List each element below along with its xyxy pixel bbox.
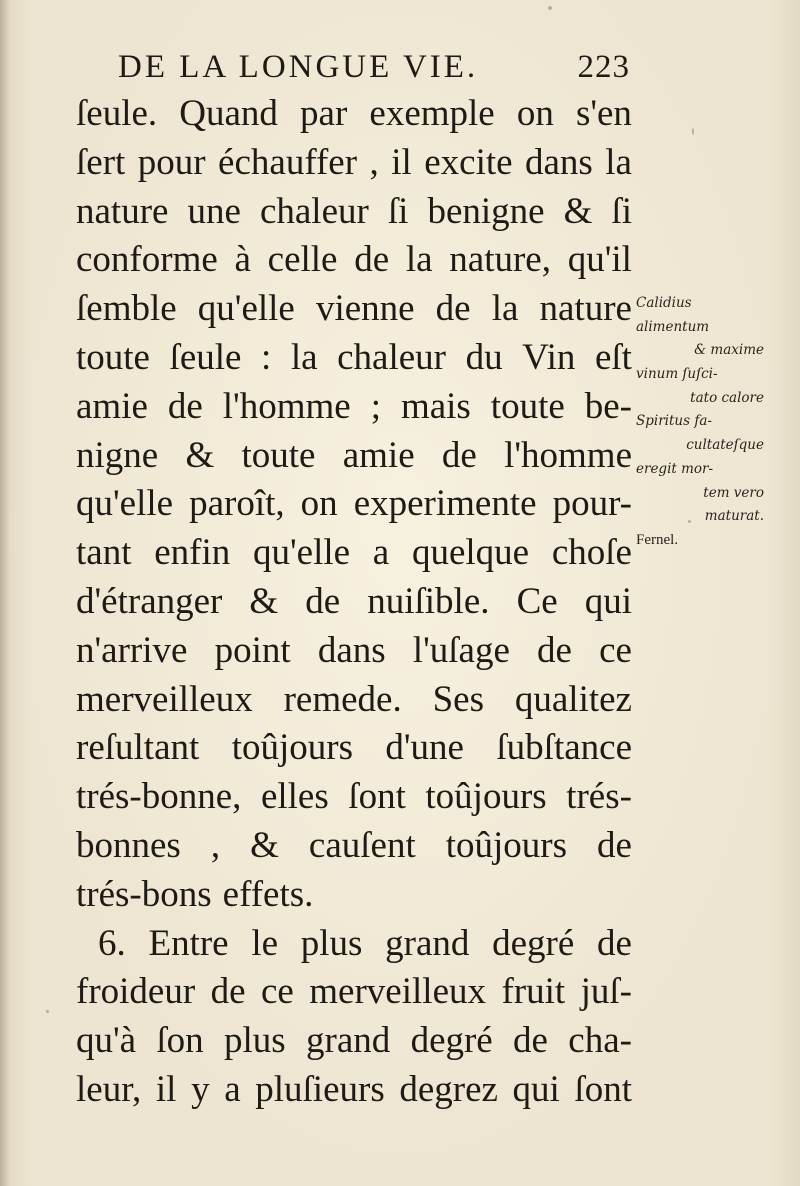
word: dans [525,141,593,183]
word: y [191,1068,210,1110]
word: dans [317,629,386,671]
word: ſont [348,776,406,818]
word: cauſent [308,824,416,866]
word: merveilleux [309,971,486,1013]
word: 6. [98,922,126,964]
page-spine-shadow [0,0,10,1186]
word: de [441,434,477,476]
word: toûjours [425,776,547,818]
word: s'en [575,93,632,134]
text-line [76,480,632,529]
word: pour- [552,483,632,525]
word: toute [490,385,565,427]
word: qui [512,1068,560,1110]
word: benigne [427,190,545,232]
word: chaleur [337,336,446,378]
word: vienne [315,288,415,330]
word: merveilleux [76,678,253,720]
word: la [405,239,433,281]
word: qu'il [567,239,632,281]
word: trés-bons [76,873,212,915]
word: pluſieurs [255,1068,385,1110]
word: le [251,922,279,964]
word: ſi [387,190,409,232]
word: point [214,629,291,671]
word: il [391,141,412,183]
word: nuiſible. [367,580,490,622]
word: Ce [516,580,558,622]
word: trés-bonne, [76,776,242,818]
word: ce [260,971,294,1013]
paper-speck [46,1010,49,1013]
word: choſe [551,532,632,574]
text-line [76,188,632,237]
margin-note-line: tem vero [703,484,764,501]
margin-note-author: Fernel. [636,531,679,548]
word: cha- [568,1020,632,1062]
text-line [76,871,632,920]
word: amie [76,385,148,427]
word: Vin [522,336,576,378]
word: a [372,532,390,574]
word: d'une [385,727,464,769]
word: la [491,288,519,330]
word: par [300,93,348,134]
paper-speck [548,6,552,10]
paper-speck [688,520,691,523]
text-line [76,529,632,578]
word: une [187,190,241,232]
word: chaleur [259,190,369,232]
text-line [76,432,632,481]
word: de [597,922,632,964]
running-head-title: DE LA LONGUE VIE. [118,49,479,85]
word: , [369,141,379,183]
margin-note-line: maturat. [704,508,764,525]
text-line [76,1066,632,1115]
text-line [76,627,632,676]
word: de [167,385,203,427]
word: froideur [76,971,196,1013]
word: & [563,190,593,232]
word: effets. [222,873,314,915]
word: elles [260,776,329,818]
word: grand [306,1020,391,1062]
word: de [513,1020,548,1062]
text-line [76,773,632,822]
text-line [76,285,632,334]
word: il [155,1068,177,1110]
word: plus [224,1020,286,1062]
word: nature [539,288,632,330]
word: ſubſtance [496,727,632,769]
word: nature [76,190,169,232]
text-line [76,236,632,285]
word: la [605,141,632,183]
word: ; [370,385,381,427]
word: ſi [611,190,632,232]
word: juſ- [580,971,632,1013]
word: bonnes [76,824,181,866]
text-line [76,578,632,627]
word: de [537,629,572,671]
word: on [516,93,554,134]
word: plus [300,922,363,964]
word: ſert [76,141,126,183]
word: paroît, [189,483,285,525]
text-line [76,676,632,725]
word: pour [137,141,206,183]
margin-note-line: & maxime [694,342,764,359]
word: exemple [369,93,495,134]
text-line [76,139,632,188]
word: qu'elle [76,483,174,525]
word: grand [385,922,470,964]
word: nature, [449,239,551,281]
text-line [76,920,632,969]
word: qu'elle [197,288,295,330]
word: d'étranger [76,580,223,622]
text-line [76,1017,632,1066]
word: degrez [399,1068,498,1110]
word: l'uſage [412,629,510,671]
word: amie [342,434,415,476]
word: qui [584,580,632,622]
word: échauffer [218,141,358,183]
running-head [118,42,630,92]
text-line [76,822,632,871]
word: & [250,824,279,866]
word: de [210,971,246,1013]
word: eſt [594,336,632,378]
word: trés- [566,776,632,818]
word: degré [410,1020,493,1062]
body-text [76,90,632,1115]
word: leur, [76,1068,142,1110]
word: toûjours [445,824,568,866]
word: qu'elle [252,532,351,574]
word: fruit [501,971,566,1013]
word: ſeule [169,336,242,378]
word: toûjours [231,727,353,769]
word: on [300,483,338,525]
word: conforme [76,239,218,281]
paper-speck [692,128,694,135]
word: tant [76,532,132,574]
text-line [76,334,632,383]
word: enfin [154,532,231,574]
text-line [76,968,632,1017]
word: toute [241,434,316,476]
margin-note-line: alimentum [636,318,710,335]
word: à [234,239,251,281]
margin-note-line: vinum ſuſci- [636,366,718,383]
word: & [249,580,279,622]
word: be- [584,385,632,427]
word: ſeule. [76,93,158,134]
text-line [76,90,632,139]
margin-note-line: Calidius [636,295,692,311]
word: remede. [283,678,402,720]
word: l'homme [504,434,632,476]
word: , [210,824,221,866]
margin-note [636,292,764,553]
margin-note-line: tato calore [690,389,764,406]
word: & [185,434,215,476]
text-line [76,383,632,432]
word: a [224,1068,241,1110]
word: toute [76,336,150,378]
word: : [261,336,272,378]
word: ſemble [76,288,177,330]
word: la [290,336,318,378]
margin-note-line: cultateſque [686,437,764,454]
word: experimente [353,483,537,525]
word: ſon [156,1020,204,1062]
word: mais [400,385,471,427]
word: qualitez [514,678,632,720]
word: de [435,288,471,330]
word: excite [424,141,513,183]
word: nigne [76,434,159,476]
word: quelque [411,532,530,574]
word: du [465,336,503,378]
word: Ses [432,678,484,720]
word: ſont [574,1068,632,1110]
word: Entre [148,922,229,964]
word: de [597,824,632,866]
margin-note-line: Spiritus fa- [636,413,712,430]
word: qu'à [76,1020,137,1062]
word: degré [492,922,575,964]
word: de [305,580,341,622]
word: l'homme [222,385,351,427]
word: de [354,239,390,281]
text-line [76,724,632,773]
page-number: 223 [577,49,630,85]
word: Quand [179,93,278,134]
word: celle [267,239,338,281]
word: n'arrive [76,629,188,671]
word: ce [599,629,632,671]
word: reſultant [76,727,200,769]
margin-note-line: eregit mor- [636,460,714,477]
